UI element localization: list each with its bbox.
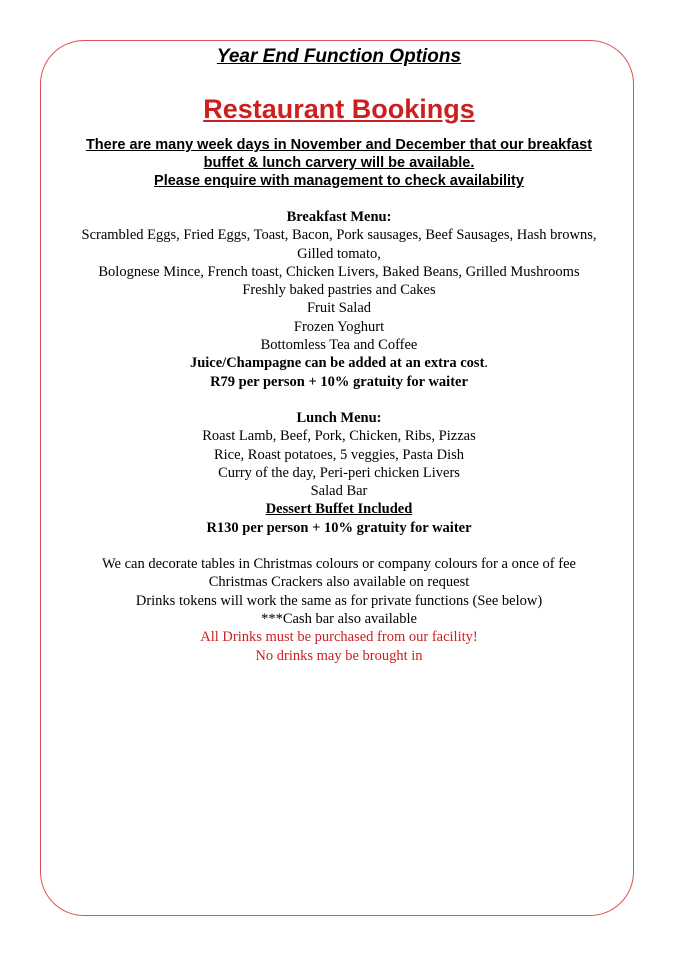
- menu-line: Freshly baked pastries and Cakes: [242, 282, 436, 299]
- juice-note-bold: Juice/Champagne can be added at an extra cost: [189, 355, 485, 372]
- juice-note-end: .: [484, 355, 489, 372]
- menu-line: Gilled tomato,: [297, 245, 381, 262]
- note-line: Drinks tokens will work the same as for private functions (See below): [135, 592, 543, 609]
- lunch-price: R130 per person + 10% gratuity for waiter: [206, 519, 472, 536]
- dessert-note: Dessert Buffet Included: [265, 501, 413, 518]
- intro-line: There are many week days in November and December that our breakfast: [85, 137, 593, 153]
- menu-line: Scrambled Eggs, Fried Eggs, Toast, Bacon, Pork sausages, Beef Sausages, Hash browns,: [81, 227, 597, 244]
- warning-line: No drinks may be brought in: [255, 647, 423, 664]
- breakfast-price: R79 per person + 10% gratuity for waiter: [210, 373, 468, 390]
- lunch-menu: [40, 409, 638, 537]
- warning-line: All Drinks must be purchased from our facility!: [200, 629, 478, 646]
- note-line: We can decorate tables in Christmas colours or company colours for a once of fee: [102, 556, 576, 573]
- lunch-menu-title: Lunch Menu:: [296, 409, 382, 426]
- menu-line: Rice, Roast potatoes, 5 veggies, Pasta Dish: [213, 446, 465, 463]
- menu-line: Frozen Yoghurt: [293, 318, 385, 335]
- intro-line: Please enquire with management to check availability: [154, 173, 524, 189]
- menu-line: Fruit Salad: [306, 300, 372, 317]
- document-title: Year End Function Options: [216, 46, 462, 67]
- menu-line: Salad Bar: [310, 483, 368, 500]
- intro-line: buffet & lunch carvery will be available.: [203, 155, 475, 171]
- note-line: ***Cash bar also available: [261, 610, 417, 627]
- juice-note: [40, 354, 638, 372]
- menu-line: Roast Lamb, Beef, Pork, Chicken, Ribs, Pizzas: [202, 428, 476, 445]
- notes: [40, 555, 638, 665]
- breakfast-menu-title: Breakfast Menu:: [286, 209, 392, 225]
- intro-text: [40, 136, 638, 190]
- document-content: [40, 44, 638, 665]
- menu-line: Curry of the day, Peri-peri chicken Livers: [218, 464, 460, 481]
- section-heading: Restaurant Bookings: [203, 94, 475, 124]
- breakfast-menu: [40, 208, 638, 391]
- note-line: Christmas Crackers also available on request: [208, 574, 470, 591]
- menu-line: Bottomless Tea and Coffee: [260, 337, 418, 354]
- menu-line: Bolognese Mince, French toast, Chicken Livers, Baked Beans, Grilled Mushrooms: [98, 263, 580, 280]
